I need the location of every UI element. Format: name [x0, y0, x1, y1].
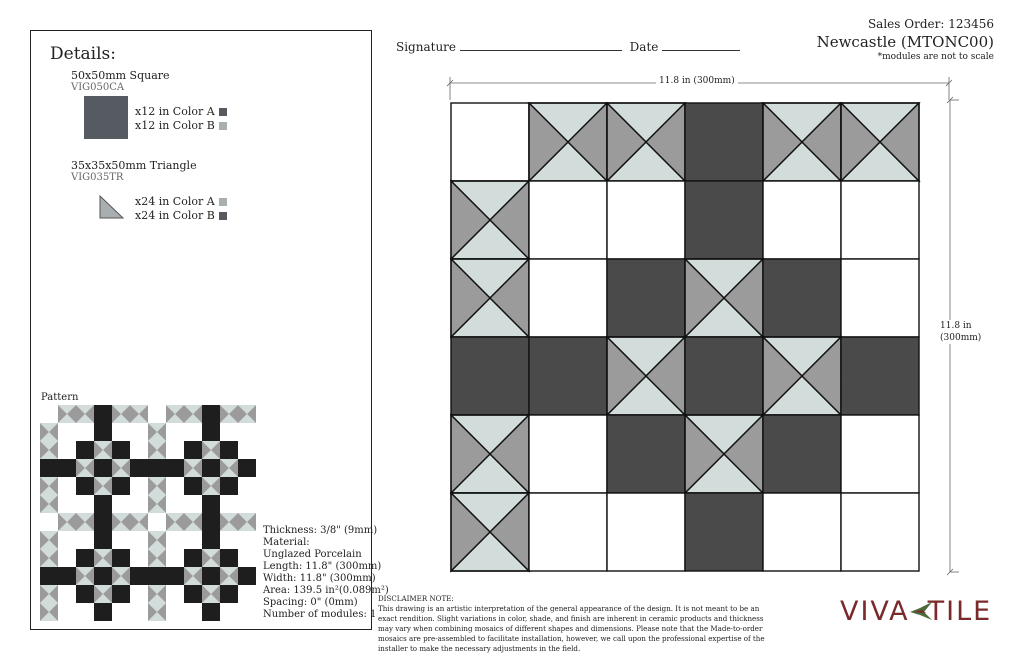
triangle-tile	[841, 103, 919, 181]
width-dimension-label: 11.8 in (300mm)	[656, 76, 738, 86]
dark-tile	[685, 493, 763, 571]
color-a-swatch	[219, 198, 227, 206]
dark-tile	[130, 567, 148, 585]
triangle-tile	[58, 405, 76, 423]
square-item-code: VIG050CA	[71, 82, 125, 93]
dark-tile	[451, 337, 529, 415]
triangle-qty-a: x24 in Color A	[135, 195, 227, 208]
details-title: Details:	[50, 44, 116, 64]
white-tile	[112, 603, 130, 621]
dark-tile	[685, 103, 763, 181]
white-tile	[607, 181, 685, 259]
dark-tile	[685, 181, 763, 259]
triangle-tile	[184, 405, 202, 423]
white-tile	[238, 531, 256, 549]
pattern-label: Pattern	[41, 392, 79, 403]
white-tile	[58, 603, 76, 621]
dark-tile	[220, 477, 238, 495]
triangle-tile	[112, 405, 130, 423]
square-qty-a: x12 in Color A	[135, 105, 227, 118]
white-tile	[238, 549, 256, 567]
spec-modules: Number of modules: 1	[263, 609, 377, 620]
triangle-tile	[238, 513, 256, 531]
triangle-tile	[112, 567, 130, 585]
white-tile	[112, 495, 130, 513]
triangle-tile	[148, 603, 166, 621]
triangle-tile	[148, 423, 166, 441]
dark-tile	[58, 567, 76, 585]
triangle-tile	[94, 585, 112, 603]
dark-tile	[238, 567, 256, 585]
dark-tile	[220, 549, 238, 567]
dark-tile	[841, 337, 919, 415]
white-tile	[220, 495, 238, 513]
dark-tile	[184, 477, 202, 495]
white-tile	[166, 423, 184, 441]
triangle-tile	[94, 477, 112, 495]
white-tile	[58, 477, 76, 495]
white-tile	[166, 477, 184, 495]
disclaimer-title: DISCLAIMER NOTE:	[378, 594, 454, 603]
triangle-tile	[58, 513, 76, 531]
disclaimer-text: This drawing is an artistic interpretation of the general appearance of the design. It is not meant to be an exact rendition. Slight variations in color, shade, and finish are inherent in ceramic products and thickness may vary when combining mosaics of different shapes and dimensions. Please note that the Made-to-order mosaics are pre-assembled to facilitate installation, however, we call upon the professional expertise of the installer to make the necessary adjustments in the field.	[378, 604, 765, 653]
triangle-tile	[607, 103, 685, 181]
white-tile	[148, 405, 166, 423]
white-tile	[58, 441, 76, 459]
triangle-tile	[40, 441, 58, 459]
triangle-tile	[40, 495, 58, 513]
white-tile	[166, 495, 184, 513]
triangle-tile	[40, 585, 58, 603]
dark-tile	[184, 441, 202, 459]
white-tile	[112, 531, 130, 549]
white-tile	[130, 477, 148, 495]
dark-tile	[94, 405, 112, 423]
dark-tile	[202, 495, 220, 513]
dark-tile	[202, 513, 220, 531]
white-tile	[238, 477, 256, 495]
white-tile	[76, 423, 94, 441]
dark-tile	[202, 603, 220, 621]
date-line[interactable]	[662, 50, 740, 51]
signature-row	[396, 40, 740, 54]
color-b-swatch	[219, 212, 227, 220]
dark-tile	[40, 567, 58, 585]
white-tile	[238, 495, 256, 513]
square-qty-b: x12 in Color B	[135, 119, 227, 132]
dark-tile	[202, 405, 220, 423]
dark-tile	[94, 531, 112, 549]
white-tile	[166, 585, 184, 603]
white-tile	[841, 259, 919, 337]
white-tile	[184, 423, 202, 441]
dark-tile	[58, 459, 76, 477]
white-tile	[130, 549, 148, 567]
dark-tile	[76, 441, 94, 459]
product-name: Newcastle (MTONC00)	[816, 33, 994, 51]
triangle-tile	[451, 259, 529, 337]
white-tile	[58, 531, 76, 549]
dark-tile	[40, 459, 58, 477]
white-tile	[130, 441, 148, 459]
triangle-tile	[94, 549, 112, 567]
scale-note: *modules are not to scale	[877, 52, 994, 62]
triangle-tile	[40, 477, 58, 495]
white-tile	[238, 423, 256, 441]
white-tile	[76, 495, 94, 513]
white-tile	[184, 531, 202, 549]
triangle-tile	[220, 405, 238, 423]
white-tile	[130, 531, 148, 549]
triangle-tile	[202, 585, 220, 603]
white-tile	[76, 603, 94, 621]
triangle-tile	[148, 441, 166, 459]
triangle-tile	[40, 423, 58, 441]
order-header	[817, 17, 994, 62]
white-tile	[184, 603, 202, 621]
triangle-tile	[220, 459, 238, 477]
dark-tile	[184, 549, 202, 567]
triangle-tile	[148, 549, 166, 567]
disclaimer	[378, 594, 778, 654]
triangle-item-info	[71, 159, 197, 183]
white-tile	[238, 441, 256, 459]
triangle-tile	[148, 495, 166, 513]
triangle-tile	[763, 337, 841, 415]
white-tile	[58, 549, 76, 567]
triangle-tile	[202, 549, 220, 567]
dark-tile	[202, 567, 220, 585]
dark-tile	[763, 415, 841, 493]
dark-tile	[166, 459, 184, 477]
spec-length: Length: 11.8" (300mm)	[263, 561, 382, 572]
vivatile-logo: VIVA TILE	[840, 596, 993, 627]
spec-material-label: Material:	[263, 537, 310, 548]
triangle-tile	[184, 513, 202, 531]
spec-width: Width: 11.8" (300mm)	[263, 573, 376, 584]
signature-label: Signature	[396, 40, 457, 54]
sales-order: Sales Order: 123456	[867, 17, 994, 31]
dark-tile	[94, 567, 112, 585]
spec-area: Area: 139.5 in²(0.089m²)	[263, 585, 389, 596]
color-a-swatch	[219, 108, 227, 116]
signature-line[interactable]	[460, 50, 622, 51]
mosaic-grid	[450, 102, 922, 574]
white-tile	[529, 493, 607, 571]
white-tile	[220, 531, 238, 549]
dark-tile	[607, 415, 685, 493]
white-tile	[841, 181, 919, 259]
triangle-qty-b: x24 in Color B	[135, 209, 227, 222]
white-tile	[58, 423, 76, 441]
triangle-tile	[166, 405, 184, 423]
dark-tile	[94, 495, 112, 513]
white-tile	[238, 585, 256, 603]
white-tile	[451, 103, 529, 181]
triangle-tile	[685, 415, 763, 493]
dark-tile	[202, 423, 220, 441]
spec-material: Unglazed Porcelain	[263, 549, 362, 560]
white-tile	[841, 493, 919, 571]
dark-tile	[94, 423, 112, 441]
white-tile	[130, 585, 148, 603]
white-tile	[607, 493, 685, 571]
dark-tile	[238, 459, 256, 477]
triangle-tile	[202, 441, 220, 459]
white-tile	[148, 513, 166, 531]
dark-tile	[112, 477, 130, 495]
triangle-tile	[451, 493, 529, 571]
triangle-tile	[130, 513, 148, 531]
white-tile	[529, 181, 607, 259]
white-tile	[220, 423, 238, 441]
dark-tile	[763, 259, 841, 337]
white-tile	[529, 415, 607, 493]
triangle-tile	[220, 513, 238, 531]
white-tile	[166, 603, 184, 621]
white-tile	[130, 423, 148, 441]
triangle-tile	[529, 103, 607, 181]
spec-thickness: Thickness: 3/8" (9mm)	[263, 525, 378, 536]
dark-tile	[94, 513, 112, 531]
triangle-tile	[76, 405, 94, 423]
triangle-tile	[184, 567, 202, 585]
triangle-tile	[763, 103, 841, 181]
square-item-info	[71, 69, 170, 93]
triangle-tile	[202, 477, 220, 495]
triangle-tile	[40, 603, 58, 621]
triangle-tile	[148, 531, 166, 549]
triangle-tile	[685, 259, 763, 337]
triangle-tile	[112, 513, 130, 531]
dark-tile	[130, 459, 148, 477]
triangle-tile	[76, 459, 94, 477]
white-tile	[58, 495, 76, 513]
dark-tile	[529, 337, 607, 415]
white-tile	[58, 585, 76, 603]
color-b-swatch	[219, 122, 227, 130]
dark-tile	[184, 585, 202, 603]
triangle-tile	[166, 513, 184, 531]
dark-tile	[112, 441, 130, 459]
white-tile	[166, 549, 184, 567]
triangle-tile	[451, 181, 529, 259]
triangle-tile	[184, 459, 202, 477]
triangle-item-name: 35x35x50mm Triangle	[71, 159, 197, 172]
triangle-tile	[76, 567, 94, 585]
white-tile	[184, 495, 202, 513]
dark-tile	[202, 531, 220, 549]
white-tile	[763, 493, 841, 571]
dark-tile	[94, 459, 112, 477]
dark-tile	[76, 585, 94, 603]
white-tile	[130, 495, 148, 513]
white-tile	[841, 415, 919, 493]
dark-tile	[220, 585, 238, 603]
triangle-tile	[76, 513, 94, 531]
white-tile	[130, 603, 148, 621]
triangle-tile	[130, 405, 148, 423]
dark-tile	[148, 567, 166, 585]
dark-tile	[202, 459, 220, 477]
triangle-tile	[112, 459, 130, 477]
dark-tile	[94, 603, 112, 621]
dark-tile	[76, 477, 94, 495]
height-dimension-label: 11.8 in (300mm)	[940, 321, 982, 343]
white-tile	[220, 603, 238, 621]
triangle-tile-swatch	[99, 195, 125, 219]
pattern-thumbnail	[40, 405, 256, 621]
square-tile-swatch	[84, 96, 128, 139]
dark-tile	[685, 337, 763, 415]
white-tile	[763, 181, 841, 259]
triangle-tile	[40, 531, 58, 549]
dark-tile	[112, 585, 130, 603]
triangle-item-code: VIG035TR	[71, 172, 124, 183]
triangle-tile	[451, 415, 529, 493]
dark-tile	[220, 441, 238, 459]
triangle-tile	[94, 441, 112, 459]
spec-spacing: Spacing: 0" (0mm)	[263, 597, 358, 608]
white-tile	[76, 531, 94, 549]
square-item-name: 50x50mm Square	[71, 69, 170, 82]
triangle-tile	[148, 477, 166, 495]
triangle-tile	[220, 567, 238, 585]
triangle-tile	[148, 585, 166, 603]
triangle-tile	[607, 337, 685, 415]
dark-tile	[76, 549, 94, 567]
white-tile	[112, 423, 130, 441]
white-tile	[238, 603, 256, 621]
white-tile	[166, 441, 184, 459]
triangle-tile	[238, 405, 256, 423]
white-tile	[40, 513, 58, 531]
white-tile	[529, 259, 607, 337]
date-label: Date	[629, 40, 659, 54]
dark-tile	[166, 567, 184, 585]
triangle-tile	[40, 549, 58, 567]
dark-tile	[112, 549, 130, 567]
dark-tile	[148, 459, 166, 477]
white-tile	[166, 531, 184, 549]
dark-tile	[607, 259, 685, 337]
white-tile	[40, 405, 58, 423]
